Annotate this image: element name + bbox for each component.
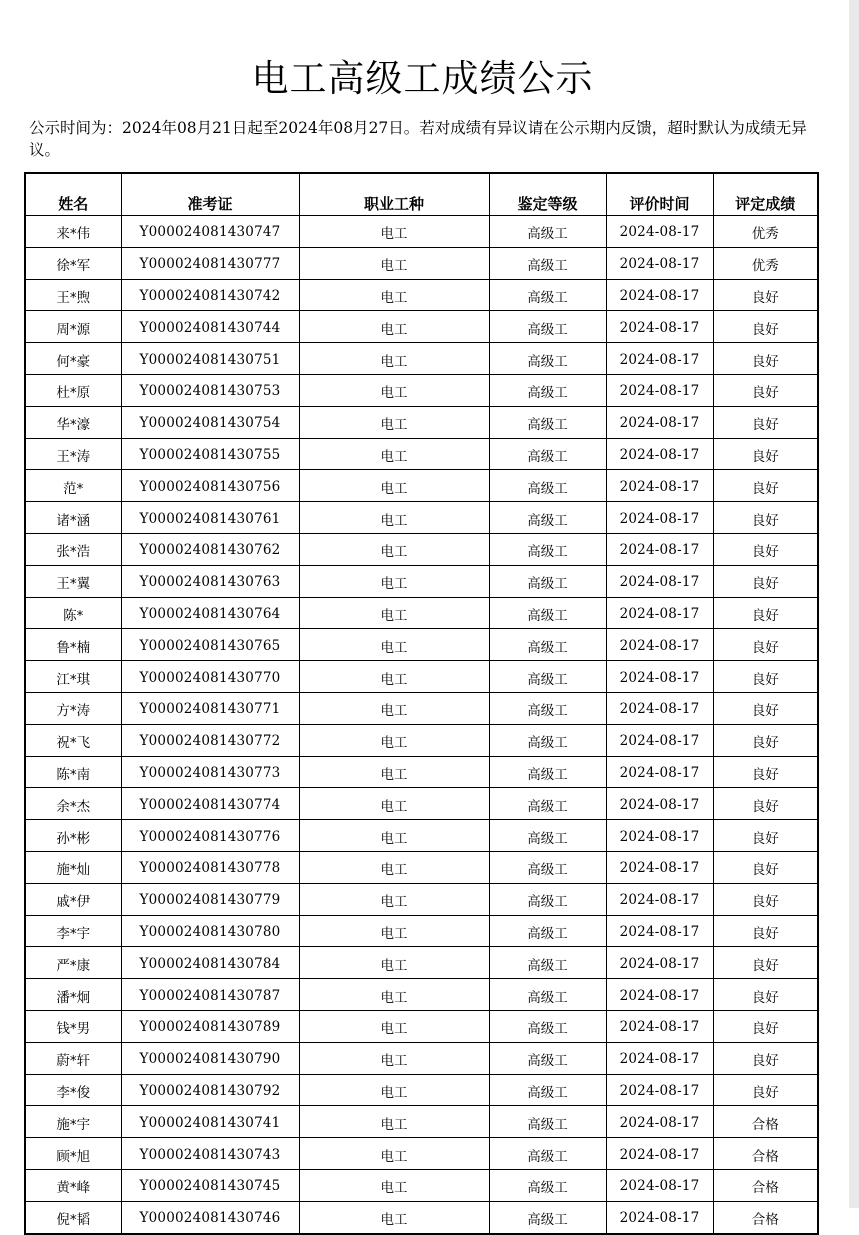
- cell-occupation: 电工: [299, 502, 489, 534]
- cell-level: 高级工: [489, 629, 606, 661]
- cell-ticket: Y000024081430779: [121, 883, 299, 915]
- cell-name: 孙*彬: [25, 820, 121, 852]
- cell-level: 高级工: [489, 565, 606, 597]
- cell-date: 2024-08-17: [606, 533, 713, 565]
- table-row: [25, 1042, 818, 1074]
- cell-date: 2024-08-17: [606, 311, 713, 343]
- cell-ticket: Y000024081430742: [121, 279, 299, 311]
- cell-name: 蔚*轩: [25, 1042, 121, 1074]
- cell-result: 良好: [713, 692, 818, 724]
- cell-date: 2024-08-17: [606, 756, 713, 788]
- cell-result: 良好: [713, 979, 818, 1011]
- cell-ticket: Y000024081430776: [121, 820, 299, 852]
- cell-occupation: 电工: [299, 979, 489, 1011]
- table-row: [25, 915, 818, 947]
- cell-ticket: Y000024081430771: [121, 692, 299, 724]
- cell-level: 高级工: [489, 756, 606, 788]
- cell-level: 高级工: [489, 247, 606, 279]
- cell-result: 合格: [713, 1106, 818, 1138]
- header-name: 姓名: [25, 173, 121, 216]
- cell-level: 高级工: [489, 470, 606, 502]
- header-date: 评价时间: [606, 173, 713, 216]
- cell-name: 江*琪: [25, 661, 121, 693]
- cell-occupation: 电工: [299, 438, 489, 470]
- cell-level: 高级工: [489, 343, 606, 375]
- cell-level: 高级工: [489, 820, 606, 852]
- table-row: [25, 692, 818, 724]
- cell-ticket: Y000024081430751: [121, 343, 299, 375]
- table-row: [25, 1169, 818, 1201]
- cell-occupation: 电工: [299, 597, 489, 629]
- cell-ticket: Y000024081430774: [121, 788, 299, 820]
- cell-date: 2024-08-17: [606, 1201, 713, 1233]
- cell-date: 2024-08-17: [606, 979, 713, 1011]
- cell-level: 高级工: [489, 1042, 606, 1074]
- cell-date: 2024-08-17: [606, 247, 713, 279]
- cell-ticket: Y000024081430743: [121, 1138, 299, 1170]
- cell-ticket: Y000024081430756: [121, 470, 299, 502]
- table-row: [25, 597, 818, 629]
- cell-occupation: 电工: [299, 1201, 489, 1233]
- cell-date: 2024-08-17: [606, 947, 713, 979]
- cell-name: 戚*伊: [25, 883, 121, 915]
- cell-name: 李*宇: [25, 915, 121, 947]
- cell-date: 2024-08-17: [606, 374, 713, 406]
- cell-ticket: Y000024081430780: [121, 915, 299, 947]
- table-row: [25, 311, 818, 343]
- cell-level: 高级工: [489, 1138, 606, 1170]
- cell-name: 倪*韬: [25, 1201, 121, 1233]
- cell-result: 良好: [713, 724, 818, 756]
- table-row: [25, 533, 818, 565]
- cell-ticket: Y000024081430765: [121, 629, 299, 661]
- cell-name: 何*豪: [25, 343, 121, 375]
- cell-ticket: Y000024081430744: [121, 311, 299, 343]
- cell-ticket: Y000024081430754: [121, 406, 299, 438]
- table-row: [25, 343, 818, 375]
- cell-level: 高级工: [489, 724, 606, 756]
- header-occupation: 职业工种: [299, 173, 489, 216]
- cell-date: 2024-08-17: [606, 1138, 713, 1170]
- cell-level: 高级工: [489, 502, 606, 534]
- cell-level: 高级工: [489, 883, 606, 915]
- table-row: [25, 947, 818, 979]
- table-row: [25, 629, 818, 661]
- cell-occupation: 电工: [299, 1169, 489, 1201]
- table-row: [25, 406, 818, 438]
- cell-result: 良好: [713, 915, 818, 947]
- cell-ticket: Y000024081430741: [121, 1106, 299, 1138]
- cell-name: 祝*飞: [25, 724, 121, 756]
- cell-occupation: 电工: [299, 247, 489, 279]
- cell-name: 诸*涵: [25, 502, 121, 534]
- table-row: [25, 438, 818, 470]
- table-row: [25, 1138, 818, 1170]
- cell-level: 高级工: [489, 661, 606, 693]
- cell-result: 良好: [713, 820, 818, 852]
- cell-ticket: Y000024081430790: [121, 1042, 299, 1074]
- cell-result: 优秀: [713, 247, 818, 279]
- cell-level: 高级工: [489, 311, 606, 343]
- cell-result: 良好: [713, 597, 818, 629]
- cell-name: 严*康: [25, 947, 121, 979]
- cell-result: 良好: [713, 788, 818, 820]
- cell-level: 高级工: [489, 406, 606, 438]
- cell-name: 李*俊: [25, 1074, 121, 1106]
- cell-date: 2024-08-17: [606, 406, 713, 438]
- table-row: [25, 756, 818, 788]
- cell-result: 合格: [713, 1169, 818, 1201]
- cell-result: 良好: [713, 661, 818, 693]
- cell-ticket: Y000024081430763: [121, 565, 299, 597]
- cell-ticket: Y000024081430753: [121, 374, 299, 406]
- cell-result: 良好: [713, 1042, 818, 1074]
- cell-result: 良好: [713, 279, 818, 311]
- cell-ticket: Y000024081430770: [121, 661, 299, 693]
- cell-date: 2024-08-17: [606, 692, 713, 724]
- cell-level: 高级工: [489, 374, 606, 406]
- cell-ticket: Y000024081430762: [121, 533, 299, 565]
- cell-date: 2024-08-17: [606, 851, 713, 883]
- table-row: [25, 247, 818, 279]
- cell-result: 良好: [713, 374, 818, 406]
- table-row: [25, 820, 818, 852]
- cell-ticket: Y000024081430746: [121, 1201, 299, 1233]
- cell-date: 2024-08-17: [606, 438, 713, 470]
- cell-result: 良好: [713, 629, 818, 661]
- cell-occupation: 电工: [299, 1010, 489, 1042]
- cell-result: 良好: [713, 947, 818, 979]
- table-row: [25, 1201, 818, 1233]
- cell-occupation: 电工: [299, 661, 489, 693]
- cell-date: 2024-08-17: [606, 1010, 713, 1042]
- cell-name: 杜*原: [25, 374, 121, 406]
- cell-occupation: 电工: [299, 851, 489, 883]
- cell-occupation: 电工: [299, 788, 489, 820]
- cell-name: 方*涛: [25, 692, 121, 724]
- cell-level: 高级工: [489, 692, 606, 724]
- cell-ticket: Y000024081430784: [121, 947, 299, 979]
- cell-level: 高级工: [489, 1169, 606, 1201]
- cell-ticket: Y000024081430761: [121, 502, 299, 534]
- cell-level: 高级工: [489, 979, 606, 1011]
- table-row: [25, 1106, 818, 1138]
- cell-level: 高级工: [489, 216, 606, 248]
- cell-result: 良好: [713, 756, 818, 788]
- cell-name: 黄*峰: [25, 1169, 121, 1201]
- page-title: 电工高级工成绩公示: [251, 57, 594, 100]
- table-row: [25, 851, 818, 883]
- cell-name: 周*源: [25, 311, 121, 343]
- cell-date: 2024-08-17: [606, 1074, 713, 1106]
- cell-ticket: Y000024081430773: [121, 756, 299, 788]
- cell-occupation: 电工: [299, 692, 489, 724]
- cell-ticket: Y000024081430789: [121, 1010, 299, 1042]
- table-row: [25, 1010, 818, 1042]
- table-header-row: [25, 173, 818, 216]
- cell-result: 良好: [713, 343, 818, 375]
- cell-date: 2024-08-17: [606, 279, 713, 311]
- cell-name: 来*伟: [25, 216, 121, 248]
- cell-occupation: 电工: [299, 565, 489, 597]
- cell-level: 高级工: [489, 915, 606, 947]
- cell-occupation: 电工: [299, 279, 489, 311]
- cell-name: 王*煦: [25, 279, 121, 311]
- cell-name: 徐*军: [25, 247, 121, 279]
- cell-result: 良好: [713, 502, 818, 534]
- cell-ticket: Y000024081430792: [121, 1074, 299, 1106]
- cell-name: 施*灿: [25, 851, 121, 883]
- cell-date: 2024-08-17: [606, 1169, 713, 1201]
- cell-occupation: 电工: [299, 1042, 489, 1074]
- cell-result: 良好: [713, 1074, 818, 1106]
- cell-result: 良好: [713, 883, 818, 915]
- cell-ticket: Y000024081430747: [121, 216, 299, 248]
- cell-name: 鲁*楠: [25, 629, 121, 661]
- cell-occupation: 电工: [299, 1106, 489, 1138]
- cell-name: 陈*南: [25, 756, 121, 788]
- cell-ticket: Y000024081430764: [121, 597, 299, 629]
- cell-date: 2024-08-17: [606, 820, 713, 852]
- table-row: [25, 979, 818, 1011]
- cell-level: 高级工: [489, 438, 606, 470]
- header-result: 评定成绩: [713, 173, 818, 216]
- cell-date: 2024-08-17: [606, 343, 713, 375]
- cell-result: 良好: [713, 406, 818, 438]
- cell-name: 王*涛: [25, 438, 121, 470]
- cell-result: 良好: [713, 311, 818, 343]
- header-level: 鉴定等级: [489, 173, 606, 216]
- cell-occupation: 电工: [299, 374, 489, 406]
- cell-level: 高级工: [489, 1106, 606, 1138]
- page-right-margin: [849, 0, 859, 1208]
- table-row: [25, 374, 818, 406]
- cell-date: 2024-08-17: [606, 724, 713, 756]
- cell-occupation: 电工: [299, 883, 489, 915]
- cell-date: 2024-08-17: [606, 629, 713, 661]
- cell-ticket: Y000024081430755: [121, 438, 299, 470]
- cell-occupation: 电工: [299, 533, 489, 565]
- cell-result: 良好: [713, 565, 818, 597]
- results-table: [24, 172, 819, 1235]
- cell-occupation: 电工: [299, 629, 489, 661]
- cell-occupation: 电工: [299, 406, 489, 438]
- cell-result: 良好: [713, 533, 818, 565]
- cell-occupation: 电工: [299, 216, 489, 248]
- cell-ticket: Y000024081430787: [121, 979, 299, 1011]
- cell-occupation: 电工: [299, 311, 489, 343]
- cell-result: 良好: [713, 438, 818, 470]
- cell-occupation: 电工: [299, 947, 489, 979]
- cell-date: 2024-08-17: [606, 1042, 713, 1074]
- cell-occupation: 电工: [299, 820, 489, 852]
- cell-occupation: 电工: [299, 343, 489, 375]
- table-row: [25, 788, 818, 820]
- table-row: [25, 502, 818, 534]
- cell-level: 高级工: [489, 533, 606, 565]
- cell-level: 高级工: [489, 851, 606, 883]
- cell-date: 2024-08-17: [606, 883, 713, 915]
- cell-name: 潘*炯: [25, 979, 121, 1011]
- cell-result: 良好: [713, 470, 818, 502]
- cell-date: 2024-08-17: [606, 915, 713, 947]
- cell-level: 高级工: [489, 788, 606, 820]
- cell-ticket: Y000024081430778: [121, 851, 299, 883]
- table-row: [25, 1074, 818, 1106]
- table-row: [25, 724, 818, 756]
- cell-name: 华*濠: [25, 406, 121, 438]
- cell-level: 高级工: [489, 279, 606, 311]
- table-row: [25, 216, 818, 248]
- cell-ticket: Y000024081430772: [121, 724, 299, 756]
- cell-result: 合格: [713, 1138, 818, 1170]
- cell-result: 良好: [713, 851, 818, 883]
- cell-result: 合格: [713, 1201, 818, 1233]
- cell-name: 施*宇: [25, 1106, 121, 1138]
- cell-occupation: 电工: [299, 1074, 489, 1106]
- cell-date: 2024-08-17: [606, 661, 713, 693]
- cell-ticket: Y000024081430745: [121, 1169, 299, 1201]
- header-ticket: 准考证: [121, 173, 299, 216]
- cell-date: 2024-08-17: [606, 565, 713, 597]
- cell-level: 高级工: [489, 597, 606, 629]
- table-row: [25, 470, 818, 502]
- cell-name: 范*: [25, 470, 121, 502]
- cell-date: 2024-08-17: [606, 597, 713, 629]
- table-row: [25, 565, 818, 597]
- cell-level: 高级工: [489, 1201, 606, 1233]
- table-row: [25, 661, 818, 693]
- cell-ticket: Y000024081430777: [121, 247, 299, 279]
- cell-name: 钱*男: [25, 1010, 121, 1042]
- cell-name: 陈*: [25, 597, 121, 629]
- table-row: [25, 883, 818, 915]
- cell-date: 2024-08-17: [606, 216, 713, 248]
- cell-occupation: 电工: [299, 915, 489, 947]
- cell-result: 良好: [713, 1010, 818, 1042]
- cell-date: 2024-08-17: [606, 470, 713, 502]
- cell-occupation: 电工: [299, 756, 489, 788]
- cell-occupation: 电工: [299, 1138, 489, 1170]
- cell-name: 顾*旭: [25, 1138, 121, 1170]
- cell-occupation: 电工: [299, 470, 489, 502]
- cell-date: 2024-08-17: [606, 788, 713, 820]
- cell-level: 高级工: [489, 1010, 606, 1042]
- cell-result: 优秀: [713, 216, 818, 248]
- notice-text: 公示时间为：2024年08月21日起至2024年08月27日。若对成绩有异议请在公示期内反馈，超时默认为成绩无异议。: [29, 119, 807, 159]
- cell-level: 高级工: [489, 1074, 606, 1106]
- cell-date: 2024-08-17: [606, 502, 713, 534]
- cell-date: 2024-08-17: [606, 1106, 713, 1138]
- table-row: [25, 279, 818, 311]
- cell-name: 王*翼: [25, 565, 121, 597]
- cell-occupation: 电工: [299, 724, 489, 756]
- cell-name: 余*杰: [25, 788, 121, 820]
- cell-level: 高级工: [489, 947, 606, 979]
- cell-name: 张*浩: [25, 533, 121, 565]
